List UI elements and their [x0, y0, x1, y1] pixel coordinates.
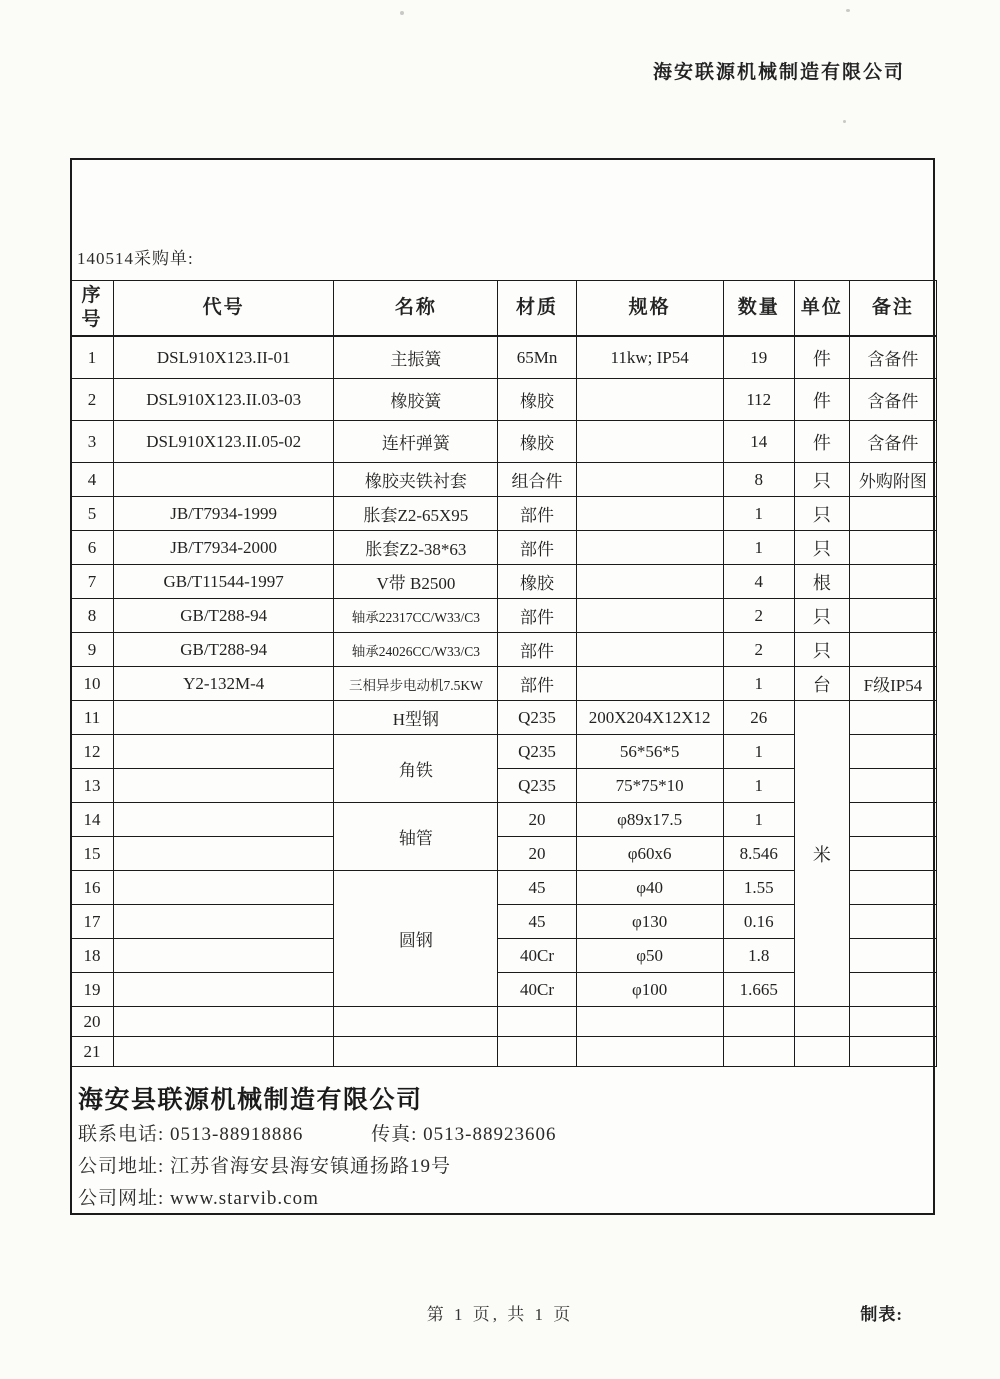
- cell-unit: 根: [794, 565, 849, 599]
- cell-code: DSL910X123.II-01: [114, 336, 334, 379]
- cell-spec: 200X204X12X12: [576, 701, 723, 735]
- table-row: [71, 497, 937, 531]
- table-row: [71, 531, 937, 565]
- maker-label: 制表:: [860, 1305, 903, 1324]
- document-frame: [70, 158, 935, 1215]
- cell-material: 部件: [498, 667, 576, 701]
- cell-note: 含备件: [849, 421, 936, 463]
- address-label: 公司地址:: [78, 1156, 165, 1177]
- scan-speck: [400, 11, 404, 15]
- cell-note: [849, 633, 936, 667]
- cell-note: [849, 973, 936, 1007]
- cell-code: [114, 905, 334, 939]
- cell-code: Y2-132M-4: [114, 667, 334, 701]
- cell-material: 组合件: [498, 463, 576, 497]
- cell-qty: 112: [723, 379, 794, 421]
- cell-name: H型钢: [334, 701, 498, 735]
- cell-material: Q235: [498, 735, 576, 769]
- cell-no: 3: [71, 421, 114, 463]
- cell-unit: 件: [794, 421, 849, 463]
- cell-code: [114, 871, 334, 905]
- cell-spec: φ50: [576, 939, 723, 973]
- column-header-unit: 单位: [794, 281, 849, 337]
- cell-no: 19: [71, 973, 114, 1007]
- cell-spec: [576, 633, 723, 667]
- cell-material: [498, 1037, 576, 1067]
- cell-no: 13: [71, 769, 114, 803]
- cell-name: 橡胶簧: [334, 379, 498, 421]
- cell-unit: 米: [794, 701, 849, 1007]
- cell-qty: 1: [723, 497, 794, 531]
- cell-spec: 56*56*5: [576, 735, 723, 769]
- cell-spec: [576, 379, 723, 421]
- cell-qty: 4: [723, 565, 794, 599]
- purchase-table: [70, 280, 937, 1067]
- cell-name: 角铁: [334, 735, 498, 803]
- cell-qty: 1: [723, 803, 794, 837]
- cell-name: 橡胶夹铁衬套: [334, 463, 498, 497]
- cell-spec: φ89x17.5: [576, 803, 723, 837]
- cell-note: [849, 735, 936, 769]
- cell-spec: [576, 1007, 723, 1037]
- cell-qty: 26: [723, 701, 794, 735]
- cell-spec: [576, 1037, 723, 1067]
- cell-material: [498, 1007, 576, 1037]
- cell-no: 6: [71, 531, 114, 565]
- contact-line: [78, 1119, 918, 1151]
- cell-note: F级IP54: [849, 667, 936, 701]
- cell-material: 部件: [498, 633, 576, 667]
- cell-spec: 75*75*10: [576, 769, 723, 803]
- table-row: [71, 599, 937, 633]
- table-row: [71, 667, 937, 701]
- cell-code: [114, 1037, 334, 1067]
- cell-qty: 1.55: [723, 871, 794, 905]
- cell-code: JB/T7934-1999: [114, 497, 334, 531]
- cell-no: 17: [71, 905, 114, 939]
- table-row: [71, 1007, 937, 1037]
- cell-name: V带 B2500: [334, 565, 498, 599]
- cell-spec: [576, 421, 723, 463]
- fax-number: 0513-88923606: [423, 1124, 557, 1145]
- cell-note: [849, 497, 936, 531]
- cell-spec: [576, 667, 723, 701]
- cell-no: 12: [71, 735, 114, 769]
- cell-spec: φ100: [576, 973, 723, 1007]
- cell-code: [114, 973, 334, 1007]
- cell-no: 8: [71, 599, 114, 633]
- cell-no: 5: [71, 497, 114, 531]
- cell-unit: 只: [794, 633, 849, 667]
- cell-unit: 只: [794, 599, 849, 633]
- column-header-material: 材质: [498, 281, 576, 337]
- cell-material: Q235: [498, 769, 576, 803]
- cell-code: [114, 735, 334, 769]
- table-row: [71, 336, 937, 379]
- cell-code: [114, 837, 334, 871]
- cell-note: [849, 1007, 936, 1037]
- cell-note: [849, 599, 936, 633]
- cell-material: Q235: [498, 701, 576, 735]
- cell-qty: 14: [723, 421, 794, 463]
- cell-unit: 件: [794, 336, 849, 379]
- table-row: [71, 701, 937, 735]
- table-row: [71, 633, 937, 667]
- cell-note: [849, 1037, 936, 1067]
- cell-qty: 19: [723, 336, 794, 379]
- cell-name: 连杆弹簧: [334, 421, 498, 463]
- cell-note: [849, 565, 936, 599]
- website-label: 公司网址:: [78, 1188, 165, 1209]
- cell-name: 轴承22317CC/W33/C3: [334, 599, 498, 633]
- cell-material: 橡胶: [498, 379, 576, 421]
- cell-material: 橡胶: [498, 565, 576, 599]
- cell-spec: [576, 463, 723, 497]
- cell-qty: 1.8: [723, 939, 794, 973]
- cell-name: [334, 1007, 498, 1037]
- cell-code: GB/T288-94: [114, 599, 334, 633]
- cell-qty: 1: [723, 769, 794, 803]
- column-header-code: 代号: [114, 281, 334, 337]
- table-body: [71, 336, 937, 1067]
- cell-name: 胀套Z2-65X95: [334, 497, 498, 531]
- cell-note: [849, 871, 936, 905]
- column-header-qty: 数量: [723, 281, 794, 337]
- cell-unit: [794, 1007, 849, 1037]
- cell-spec: [576, 599, 723, 633]
- cell-qty: 2: [723, 599, 794, 633]
- cell-code: JB/T7934-2000: [114, 531, 334, 565]
- cell-note: [849, 769, 936, 803]
- cell-note: 含备件: [849, 336, 936, 379]
- cell-code: GB/T11544-1997: [114, 565, 334, 599]
- cell-qty: 8.546: [723, 837, 794, 871]
- cell-code: DSL910X123.II.03-03: [114, 379, 334, 421]
- fax-label: 传真:: [371, 1124, 418, 1145]
- cell-no: 2: [71, 379, 114, 421]
- cell-material: 橡胶: [498, 421, 576, 463]
- cell-qty: 1.665: [723, 973, 794, 1007]
- column-header-note: 备注: [849, 281, 936, 337]
- cell-qty: [723, 1037, 794, 1067]
- cell-note: 外购附图: [849, 463, 936, 497]
- page-number: 第 1 页, 共 1 页: [426, 1305, 574, 1324]
- cell-material: 45: [498, 871, 576, 905]
- address-value: 江苏省海安县海安镇通扬路19号: [170, 1156, 452, 1177]
- cell-code: [114, 803, 334, 837]
- company-name: 海安县联源机械制造有限公司: [78, 1087, 423, 1114]
- cell-spec: 11kw; IP54: [576, 336, 723, 379]
- table-row: [71, 379, 937, 421]
- table-row: [71, 463, 937, 497]
- cell-qty: 2: [723, 633, 794, 667]
- phone-label: 联系电话:: [78, 1124, 165, 1145]
- cell-code: [114, 769, 334, 803]
- cell-spec: [576, 531, 723, 565]
- cell-material: 部件: [498, 531, 576, 565]
- cell-note: 含备件: [849, 379, 936, 421]
- cell-no: 21: [71, 1037, 114, 1067]
- table-row: [71, 565, 937, 599]
- website-value: www.starvib.com: [170, 1188, 319, 1209]
- cell-material: 45: [498, 905, 576, 939]
- website-line: [78, 1183, 918, 1215]
- cell-no: 10: [71, 667, 114, 701]
- cell-code: [114, 463, 334, 497]
- cell-name: 圆钢: [334, 871, 498, 1007]
- page-header-company: 海安联源机械制造有限公司: [652, 62, 905, 83]
- table-row: [71, 421, 937, 463]
- cell-code: [114, 939, 334, 973]
- cell-no: 14: [71, 803, 114, 837]
- cell-spec: [576, 497, 723, 531]
- cell-unit: 只: [794, 531, 849, 565]
- doc-title: 140514采购单:: [77, 249, 194, 268]
- cell-spec: φ130: [576, 905, 723, 939]
- cell-code: DSL910X123.II.05-02: [114, 421, 334, 463]
- address-line: [78, 1151, 918, 1183]
- cell-code: GB/T288-94: [114, 633, 334, 667]
- cell-no: 9: [71, 633, 114, 667]
- cell-unit: 只: [794, 463, 849, 497]
- cell-material: 部件: [498, 599, 576, 633]
- table-header: [71, 281, 937, 337]
- cell-no: 15: [71, 837, 114, 871]
- column-header-spec: 规格: [576, 281, 723, 337]
- cell-no: 18: [71, 939, 114, 973]
- cell-name: 轴承24026CC/W33/C3: [334, 633, 498, 667]
- cell-code: [114, 1007, 334, 1037]
- cell-note: [849, 939, 936, 973]
- scan-speck: [843, 120, 846, 123]
- cell-material: 40Cr: [498, 973, 576, 1007]
- cell-note: [849, 905, 936, 939]
- cell-code: [114, 701, 334, 735]
- cell-unit: [794, 1037, 849, 1067]
- cell-material: 20: [498, 803, 576, 837]
- cell-material: 部件: [498, 497, 576, 531]
- header-row: [71, 281, 937, 337]
- cell-qty: 8: [723, 463, 794, 497]
- cell-spec: φ40: [576, 871, 723, 905]
- cell-name: 轴管: [334, 803, 498, 871]
- cell-name: 胀套Z2-38*63: [334, 531, 498, 565]
- cell-note: [849, 531, 936, 565]
- cell-unit: 件: [794, 379, 849, 421]
- cell-note: [849, 701, 936, 735]
- cell-no: 11: [71, 701, 114, 735]
- table-row: [71, 1037, 937, 1067]
- cell-no: 1: [71, 336, 114, 379]
- column-header-name: 名称: [334, 281, 498, 337]
- cell-qty: 1: [723, 531, 794, 565]
- cell-spec: φ60x6: [576, 837, 723, 871]
- company-info: [78, 1083, 918, 1215]
- cell-note: [849, 803, 936, 837]
- cell-material: 40Cr: [498, 939, 576, 973]
- cell-qty: 1: [723, 667, 794, 701]
- cell-name: 三相异步电动机7.5KW: [334, 667, 498, 701]
- cell-material: 20: [498, 837, 576, 871]
- cell-no: 4: [71, 463, 114, 497]
- cell-no: 16: [71, 871, 114, 905]
- cell-name: 主振簧: [334, 336, 498, 379]
- cell-spec: [576, 565, 723, 599]
- cell-qty: [723, 1007, 794, 1037]
- column-header-no: 序号: [71, 281, 114, 337]
- cell-name: [334, 1037, 498, 1067]
- cell-qty: 1: [723, 735, 794, 769]
- cell-unit: 只: [794, 497, 849, 531]
- scan-speck: [846, 9, 850, 12]
- cell-no: 20: [71, 1007, 114, 1037]
- cell-qty: 0.16: [723, 905, 794, 939]
- cell-note: [849, 837, 936, 871]
- cell-unit: 台: [794, 667, 849, 701]
- cell-material: 65Mn: [498, 336, 576, 379]
- cell-no: 7: [71, 565, 114, 599]
- phone-number: 0513-88918886: [170, 1124, 304, 1145]
